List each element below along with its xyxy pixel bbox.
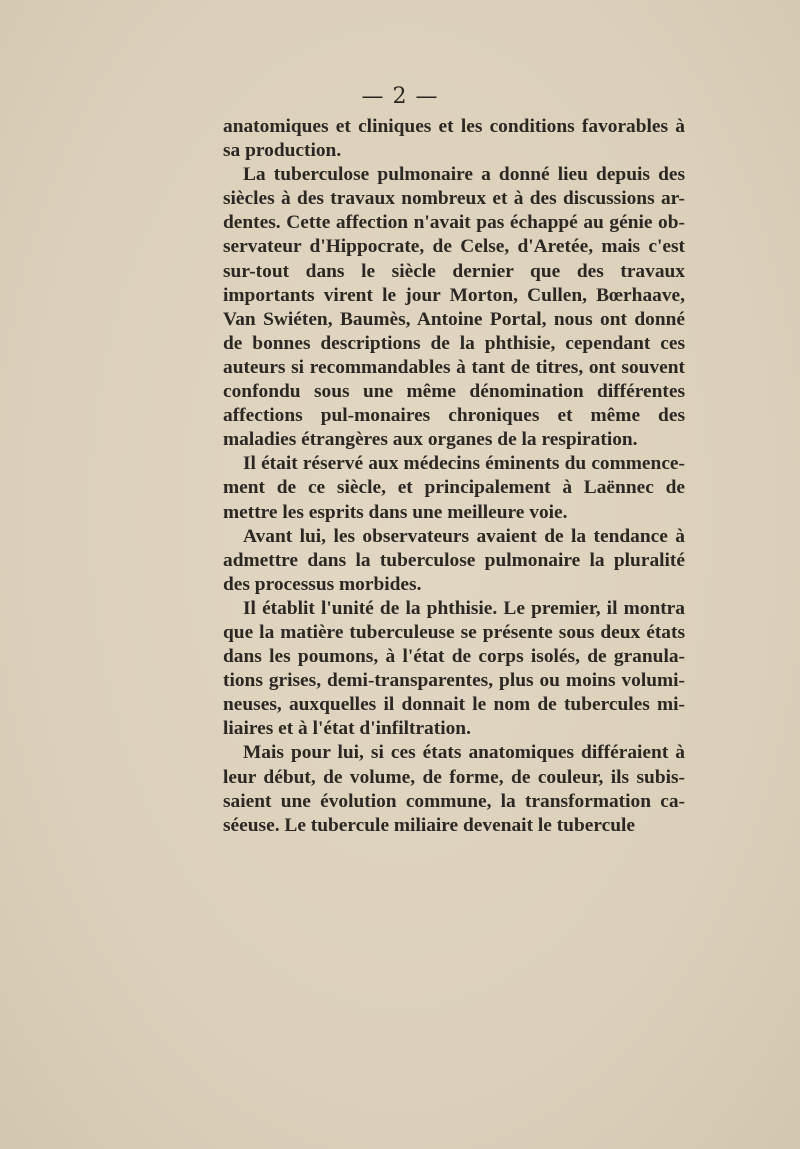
- paragraph-3: Il était réservé aux médecins éminents du commence-ment de ce siècle, et principalement à Laënnec de mettre les esprits dans une meilleure voie.: [223, 453, 685, 523]
- paragraph-6: Mais pour lui, si ces états anatomiques différaient à leur début, de volume, de forme, de couleur, ils subis-saient une évolution commune, la transformation ca-séeuse. Le tubercule miliaire devenait le tubercule: [223, 742, 685, 836]
- body-text: [223, 115, 685, 838]
- paragraph-1: anatomiques et cliniques et les conditions favorables à sa production.: [223, 116, 685, 162]
- paragraph-5: Il établit l'unité de la phthisie. Le premier, il montra que la matière tuberculeuse se présente sous deux états dans les poumons, à l'état de corps isolés, de granula-tions grises, demi-transparentes, plus ou moins volumi-neuses, auxquelles il donnait le nom de tubercules mi-liaires et à l'état d'infiltration.: [223, 597, 685, 740]
- page-number: — 2 —: [361, 84, 439, 109]
- paragraph-4: Avant lui, les observateurs avaient de la tendance à admettre dans la tuberculose pulmonaire la pluralité des processus morbides.: [223, 525, 685, 595]
- paragraph-2: La tuberculose pulmonaire a donné lieu depuis des siècles à des travaux nombreux et à des discussions ar-dentes. Cette affection n'avait pas échappé au génie ob-servateur d'Hippocrate, de Celse, d'Aretée, mais c'est sur-tout dans le siècle dernier que des travaux importants virent le jour Morton, Cullen, Bœrhaave, Van Swiéten, Baumès, Antoine Portal, nous ont donné de bonnes descriptions de la phthisie, cependant ces auteurs si recommandables à tant de titres, ont souvent confondu sous une même dénomination différentes affections pul-monaires chroniques et même des maladies étrangères aux organes de la respiration.: [223, 164, 685, 451]
